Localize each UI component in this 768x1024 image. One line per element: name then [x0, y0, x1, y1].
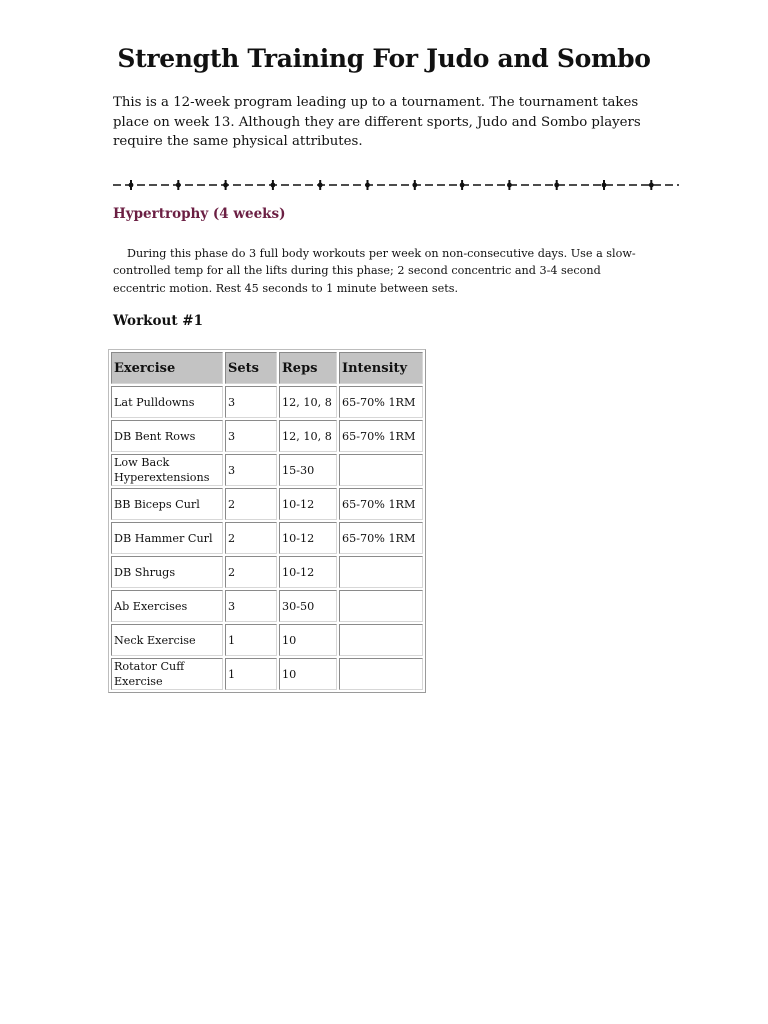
divider-ornament-dot: [649, 183, 654, 188]
cell-exercise: Low Back Hyperextensions: [111, 454, 223, 486]
decorative-divider: [113, 176, 681, 194]
cell-reps: 10-12: [279, 488, 337, 520]
cell-reps: 12, 10, 8: [279, 386, 337, 418]
column-header-reps: Reps: [279, 352, 337, 384]
cell-exercise: Rotator Cuff Exercise: [111, 658, 223, 690]
table-row: [111, 488, 423, 520]
cell-reps: 10: [279, 658, 337, 690]
divider-ornament-dot: [507, 183, 512, 188]
cell-intensity: 65-70% 1RM: [339, 522, 423, 554]
cell-sets: 3: [225, 454, 277, 486]
divider-ornament-dot: [554, 183, 559, 188]
divider-ornament-dot: [602, 183, 607, 188]
page-title: Strength Training For Judo and Sombo: [117, 44, 651, 73]
cell-exercise: DB Bent Rows: [111, 420, 223, 452]
divider-ornament-dot: [271, 183, 276, 188]
section-heading: Hypertrophy (4 weeks): [113, 206, 286, 222]
cell-sets: 2: [225, 522, 277, 554]
divider-ornament-dot: [223, 183, 228, 188]
workout-heading: Workout #1: [113, 313, 203, 329]
cell-reps: 10-12: [279, 556, 337, 588]
table-row: [111, 624, 423, 656]
cell-reps: 15-30: [279, 454, 337, 486]
column-header-sets: Sets: [225, 352, 277, 384]
cell-exercise: Ab Exercises: [111, 590, 223, 622]
table-row: [111, 556, 423, 588]
cell-intensity: [339, 624, 423, 656]
cell-intensity: [339, 658, 423, 690]
table-row: [111, 454, 423, 486]
cell-intensity: [339, 590, 423, 622]
cell-sets: 2: [225, 488, 277, 520]
divider-ornament-dot: [318, 183, 323, 188]
workout-table: [108, 349, 426, 693]
divider-ornament-dot: [365, 183, 370, 188]
table-row: [111, 522, 423, 554]
table-row: [111, 386, 423, 418]
cell-intensity: 65-70% 1RM: [339, 488, 423, 520]
phase-description: During this phase do 3 full body workouts per week on non-consecutive days. Use a slow-controlled temp for all the lifts during this phase; 2 second concentric and 3-4 second eccentric motion. Rest 45 seconds to 1 minute between sets.: [113, 247, 636, 295]
divider-ornament-dot: [460, 183, 465, 188]
cell-reps: 10: [279, 624, 337, 656]
cell-exercise: Lat Pulldowns: [111, 386, 223, 418]
table-row: [111, 590, 423, 622]
table-row: [111, 658, 423, 690]
divider-ornament-dot: [412, 183, 417, 188]
cell-exercise: DB Shrugs: [111, 556, 223, 588]
column-header-intensity: Intensity: [339, 352, 423, 384]
column-header-exercise: Exercise: [111, 352, 223, 384]
cell-intensity: [339, 556, 423, 588]
cell-sets: 3: [225, 386, 277, 418]
cell-reps: 30-50: [279, 590, 337, 622]
cell-sets: 3: [225, 420, 277, 452]
cell-reps: 12, 10, 8: [279, 420, 337, 452]
divider-ornament-dot: [129, 183, 134, 188]
cell-intensity: 65-70% 1RM: [339, 420, 423, 452]
cell-sets: 1: [225, 658, 277, 690]
intro-paragraph: This is a 12-week program leading up to a tournament. The tournament takes place on week 13. Although they are different sports, Judo and Sombo players require the same physical attributes.: [113, 95, 641, 149]
cell-sets: 2: [225, 556, 277, 588]
cell-reps: 10-12: [279, 522, 337, 554]
cell-exercise: Neck Exercise: [111, 624, 223, 656]
cell-exercise: DB Hammer Curl: [111, 522, 223, 554]
cell-sets: 1: [225, 624, 277, 656]
table-row: [111, 420, 423, 452]
table-header-row: [111, 352, 423, 384]
cell-sets: 3: [225, 590, 277, 622]
cell-intensity: 65-70% 1RM: [339, 386, 423, 418]
cell-exercise: BB Biceps Curl: [111, 488, 223, 520]
cell-intensity: [339, 454, 423, 486]
divider-ornament-dot: [176, 183, 181, 188]
